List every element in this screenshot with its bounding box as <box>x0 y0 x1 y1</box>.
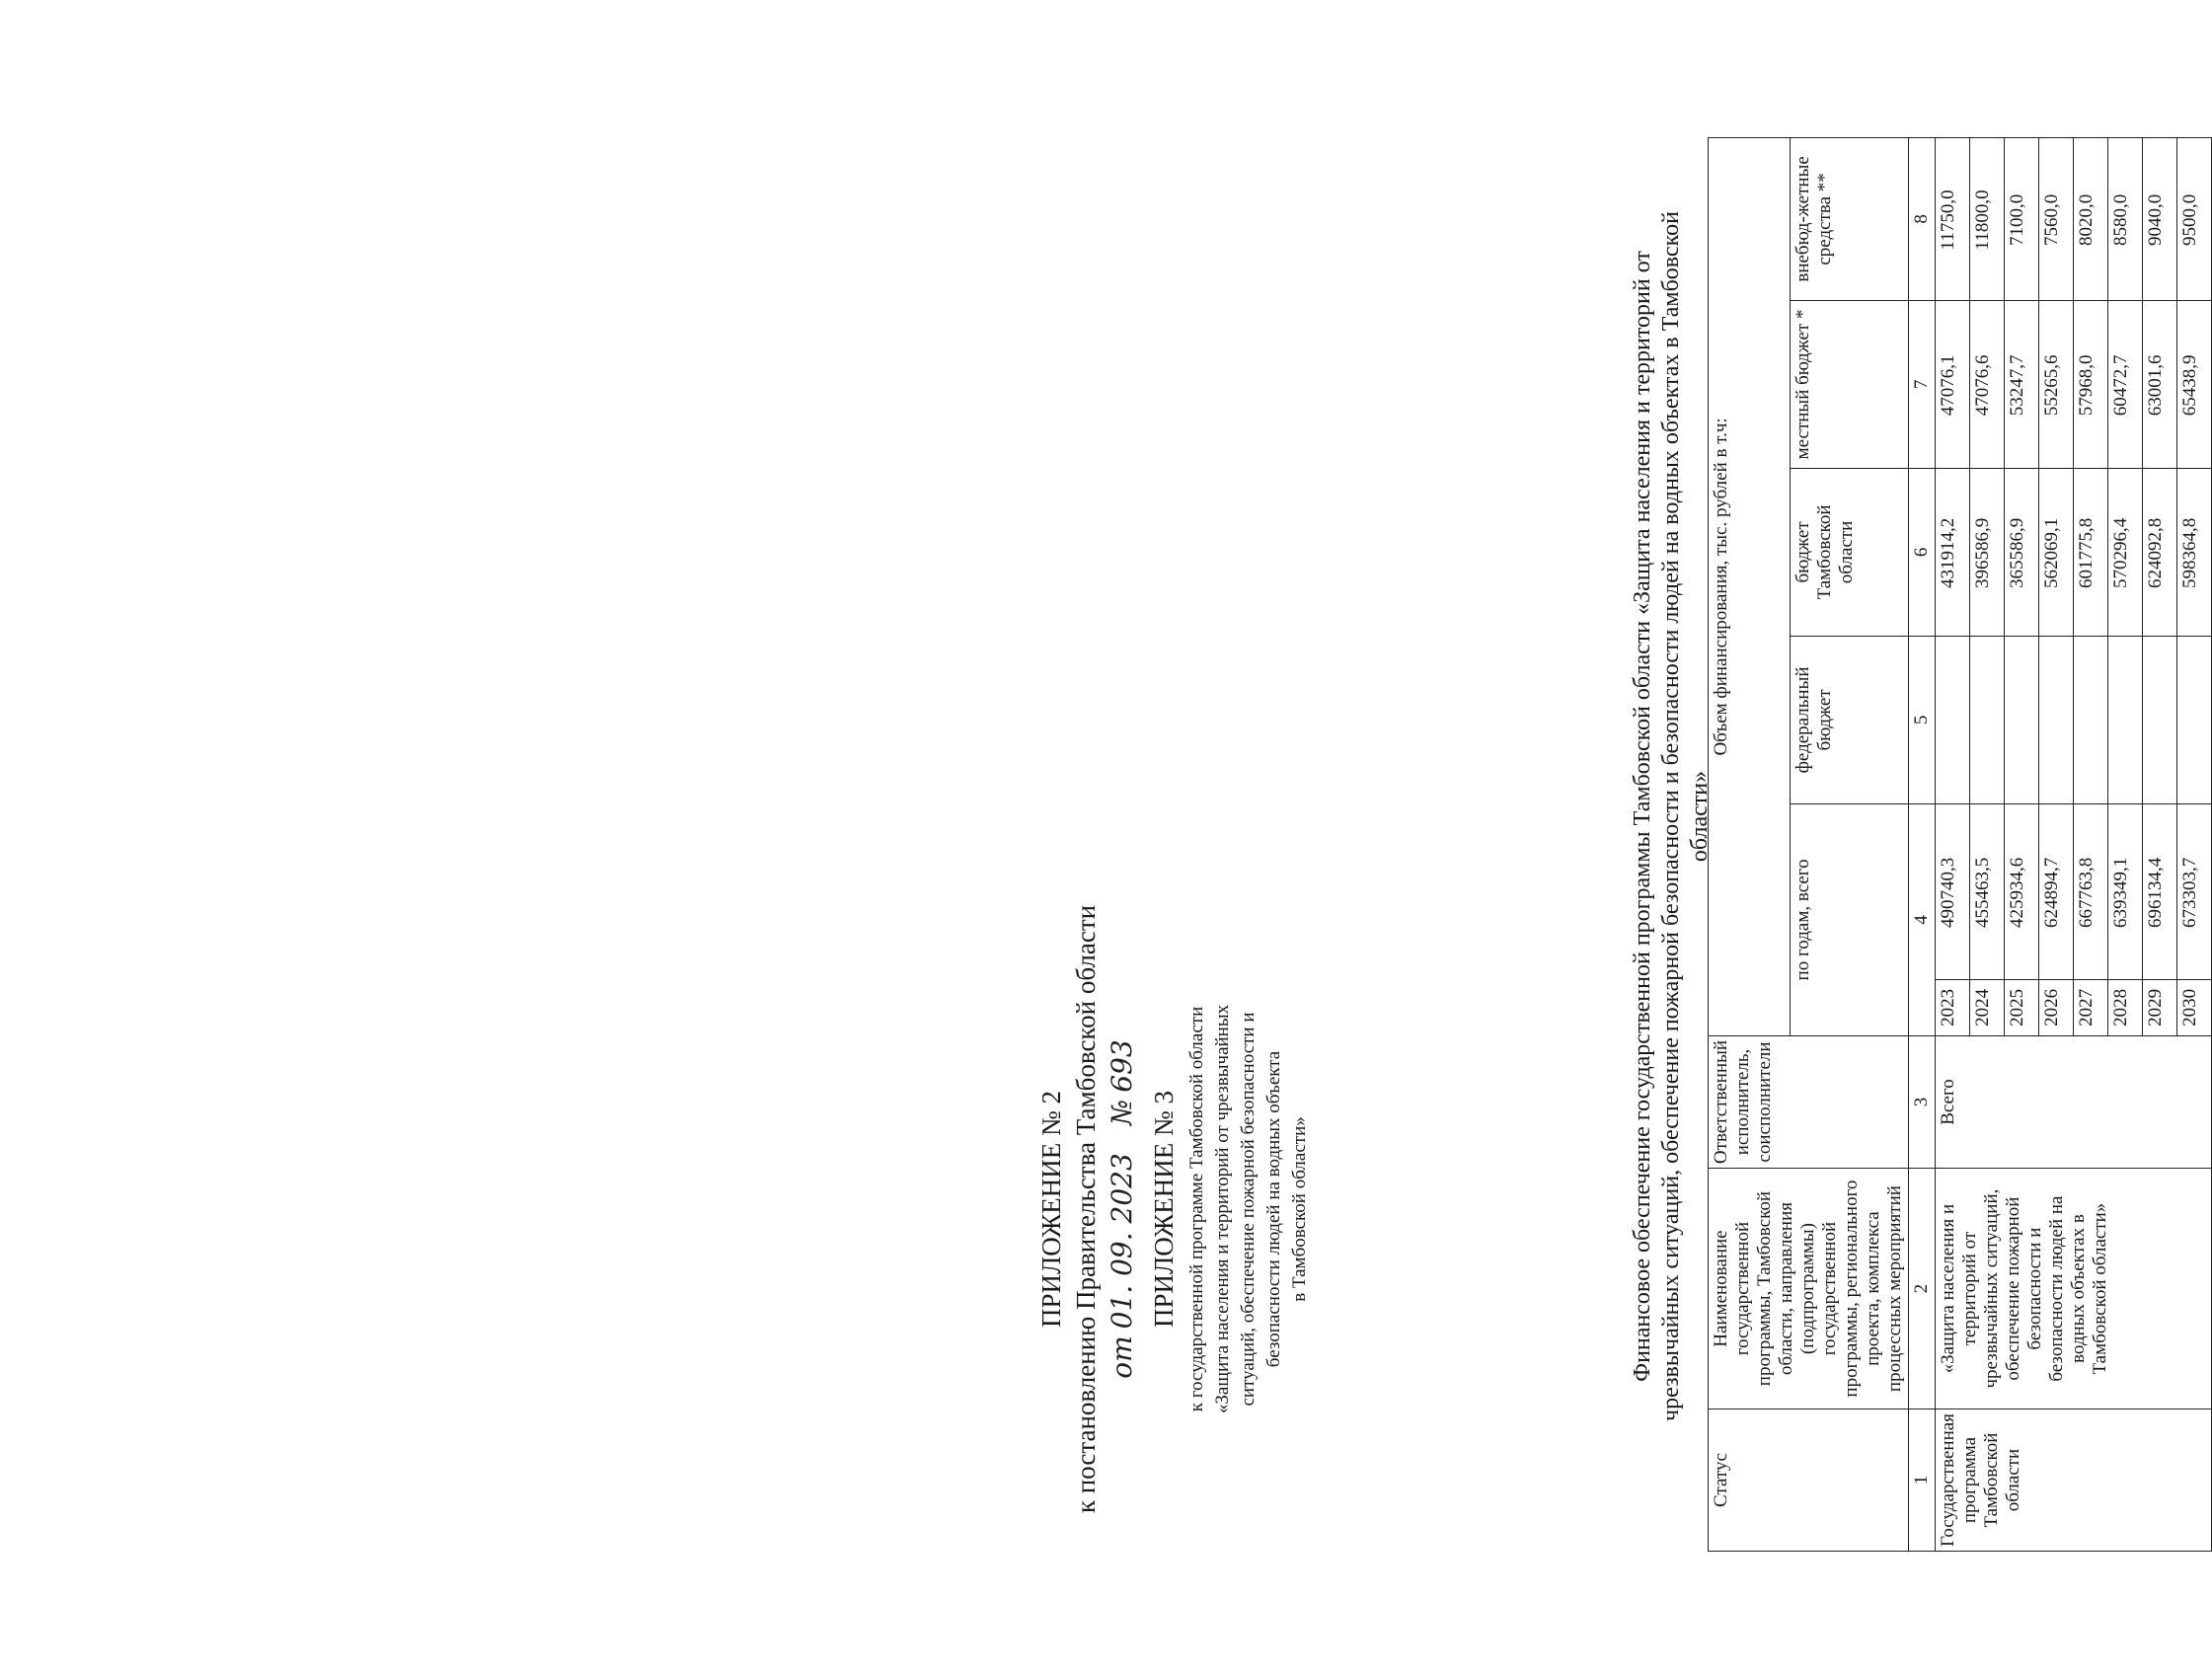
federal-cell <box>2074 636 2108 803</box>
document-title-line: Финансовое обеспечение государственной программы Тамбовской области «Защита населения и территорий от <box>1630 251 1655 1382</box>
federal-cell <box>1936 636 1970 803</box>
name-header: Наименование государственной программы, Тамбовской области, направления (подпрограммы) государственной программы, регионального проекта, комплекса процессных мероприятий <box>1709 1169 1909 1409</box>
handwritten-date: 01. 09. 2023 <box>1106 1153 1138 1330</box>
year-cell: 2028 <box>2108 979 2143 1035</box>
regional-cell: 396586,9 <box>1970 468 2005 636</box>
column-number: 3 <box>1909 1035 1936 1168</box>
document-title-line: чрезвычайных ситуаций, обеспечение пожарной безопасности и безопасности людей на водных объектах в Тамбовской <box>1658 211 1684 1421</box>
funding-group-header: Объем финансирования, тыс. рублей в т.ч: <box>1709 137 1791 1035</box>
appendix-sub-line: безопасности людей на водных объекта <box>1263 1050 1284 1368</box>
table-row <box>1936 137 1970 1551</box>
total-cell: 425934,6 <box>2005 803 2039 979</box>
column-number: 6 <box>1909 468 1936 636</box>
local-cell: 65438,9 <box>2177 300 2212 468</box>
regional-cell: 365586,9 <box>2005 468 2039 636</box>
local-cell: 57968,0 <box>2074 300 2108 468</box>
regional-cell: 562069,1 <box>2039 468 2074 636</box>
total-cell: 490740,3 <box>1936 803 1970 979</box>
responsible-header: Ответственный исполнитель, соисполнители <box>1709 1035 1909 1168</box>
appendix-sub-line: ситуаций, обеспечение пожарной безопасности и <box>1238 1012 1259 1407</box>
column-number: 2 <box>1909 1169 1936 1409</box>
column-number: 8 <box>1909 137 1936 300</box>
program-name-cell: «Защита населения и территорий от чрезвычайных ситуаций, обеспечение пожарной безопасности и безопасности людей на водных объектах в Тамбовской области» <box>1936 1169 2212 1409</box>
year-cell: 2026 <box>2039 979 2074 1035</box>
year-cell: 2024 <box>1970 979 2005 1035</box>
extra-cell: 7100,0 <box>2005 137 2039 300</box>
regional-cell: 598364,8 <box>2177 468 2212 636</box>
regional-cell: 601775,8 <box>2074 468 2108 636</box>
federal-cell <box>2177 636 2212 803</box>
status-header: Статус <box>1709 1409 1909 1552</box>
regional-cell: 570296,4 <box>2108 468 2143 636</box>
total-cell: 696134,4 <box>2143 803 2177 979</box>
total-cell: 639349,1 <box>2108 803 2143 979</box>
funding-table <box>1708 137 2212 1552</box>
local-cell: 63001,6 <box>2143 300 2177 468</box>
column-number: 7 <box>1909 300 1936 468</box>
extra-cell: 8580,0 <box>2108 137 2143 300</box>
responsible-cell: Всего <box>1936 1035 2212 1168</box>
column-number: 4 <box>1909 803 1936 1035</box>
date-number-line <box>1106 854 1139 1564</box>
regional-cell: 624092,8 <box>2143 468 2177 636</box>
number-prefix: № <box>1106 1099 1138 1126</box>
extra-cell: 9040,0 <box>2143 137 2177 300</box>
federal-cell <box>2039 636 2074 803</box>
federal-cell <box>2005 636 2039 803</box>
extra-header: внебюд-жетные средства ** <box>1791 137 1909 300</box>
header-row <box>1709 137 1791 1551</box>
local-cell: 53247,7 <box>2005 300 2039 468</box>
year-cell: 2029 <box>2143 979 2177 1035</box>
year-cell: 2023 <box>1936 979 1970 1035</box>
year-cell: 2027 <box>2074 979 2108 1035</box>
extra-cell: 7560,0 <box>2039 137 2074 300</box>
local-cell: 47076,1 <box>1936 300 1970 468</box>
total-cell: 455463,5 <box>1970 803 2005 979</box>
federal-cell <box>2143 636 2177 803</box>
year-cell: 2025 <box>2005 979 2039 1035</box>
handwritten-number: 693 <box>1106 1039 1138 1093</box>
column-number-row <box>1909 137 1936 1551</box>
extra-cell: 11750,0 <box>1936 137 1970 300</box>
extra-cell: 9500,0 <box>2177 137 2212 300</box>
local-cell: 60472,7 <box>2108 300 2143 468</box>
document-title-line: области» <box>1687 770 1713 863</box>
status-cell: Государственная программа Тамбовской области <box>1936 1409 2212 1552</box>
appendix-title-2: ПРИЛОЖЕНИЕ № 3 <box>1149 1090 1179 1329</box>
appendix-sub-line: «Защита населения и территорий от чрезвычайных <box>1212 1004 1233 1414</box>
appendix-sub-line: к государственной программе Тамбовской области <box>1186 1006 1207 1412</box>
total-cell: 673303,7 <box>2177 803 2212 979</box>
date-prefix: от <box>1106 1335 1138 1379</box>
local-cell: 47076,6 <box>1970 300 2005 468</box>
column-number: 5 <box>1909 636 1936 803</box>
appendix-title: ПРИЛОЖЕНИЕ № 2 <box>1036 1090 1066 1329</box>
by-years-header: по годам, всего <box>1791 803 1909 1035</box>
federal-cell <box>1970 636 2005 803</box>
total-cell: 667763,8 <box>2074 803 2108 979</box>
total-cell: 624894,7 <box>2039 803 2074 979</box>
appendix-sub-line: в Тамбовской области» <box>1289 1116 1310 1302</box>
column-number: 1 <box>1909 1409 1936 1552</box>
extra-cell: 11800,0 <box>1970 137 2005 300</box>
regional-cell: 431914,2 <box>1936 468 1970 636</box>
local-cell: 55265,6 <box>2039 300 2074 468</box>
federal-cell <box>2108 636 2143 803</box>
federal-header: федеральный бюджет <box>1791 636 1909 803</box>
regional-header: бюджет Тамбовской области <box>1791 468 1909 636</box>
document-title <box>1629 17 1715 1616</box>
to-decree-line: к постановлению Правительства Тамбовской области <box>1071 904 1101 1514</box>
extra-cell: 8020,0 <box>2074 137 2108 300</box>
appendix-subtitle <box>1184 854 1313 1564</box>
local-header: местный бюджет * <box>1791 300 1909 468</box>
year-cell: 2030 <box>2177 979 2212 1035</box>
